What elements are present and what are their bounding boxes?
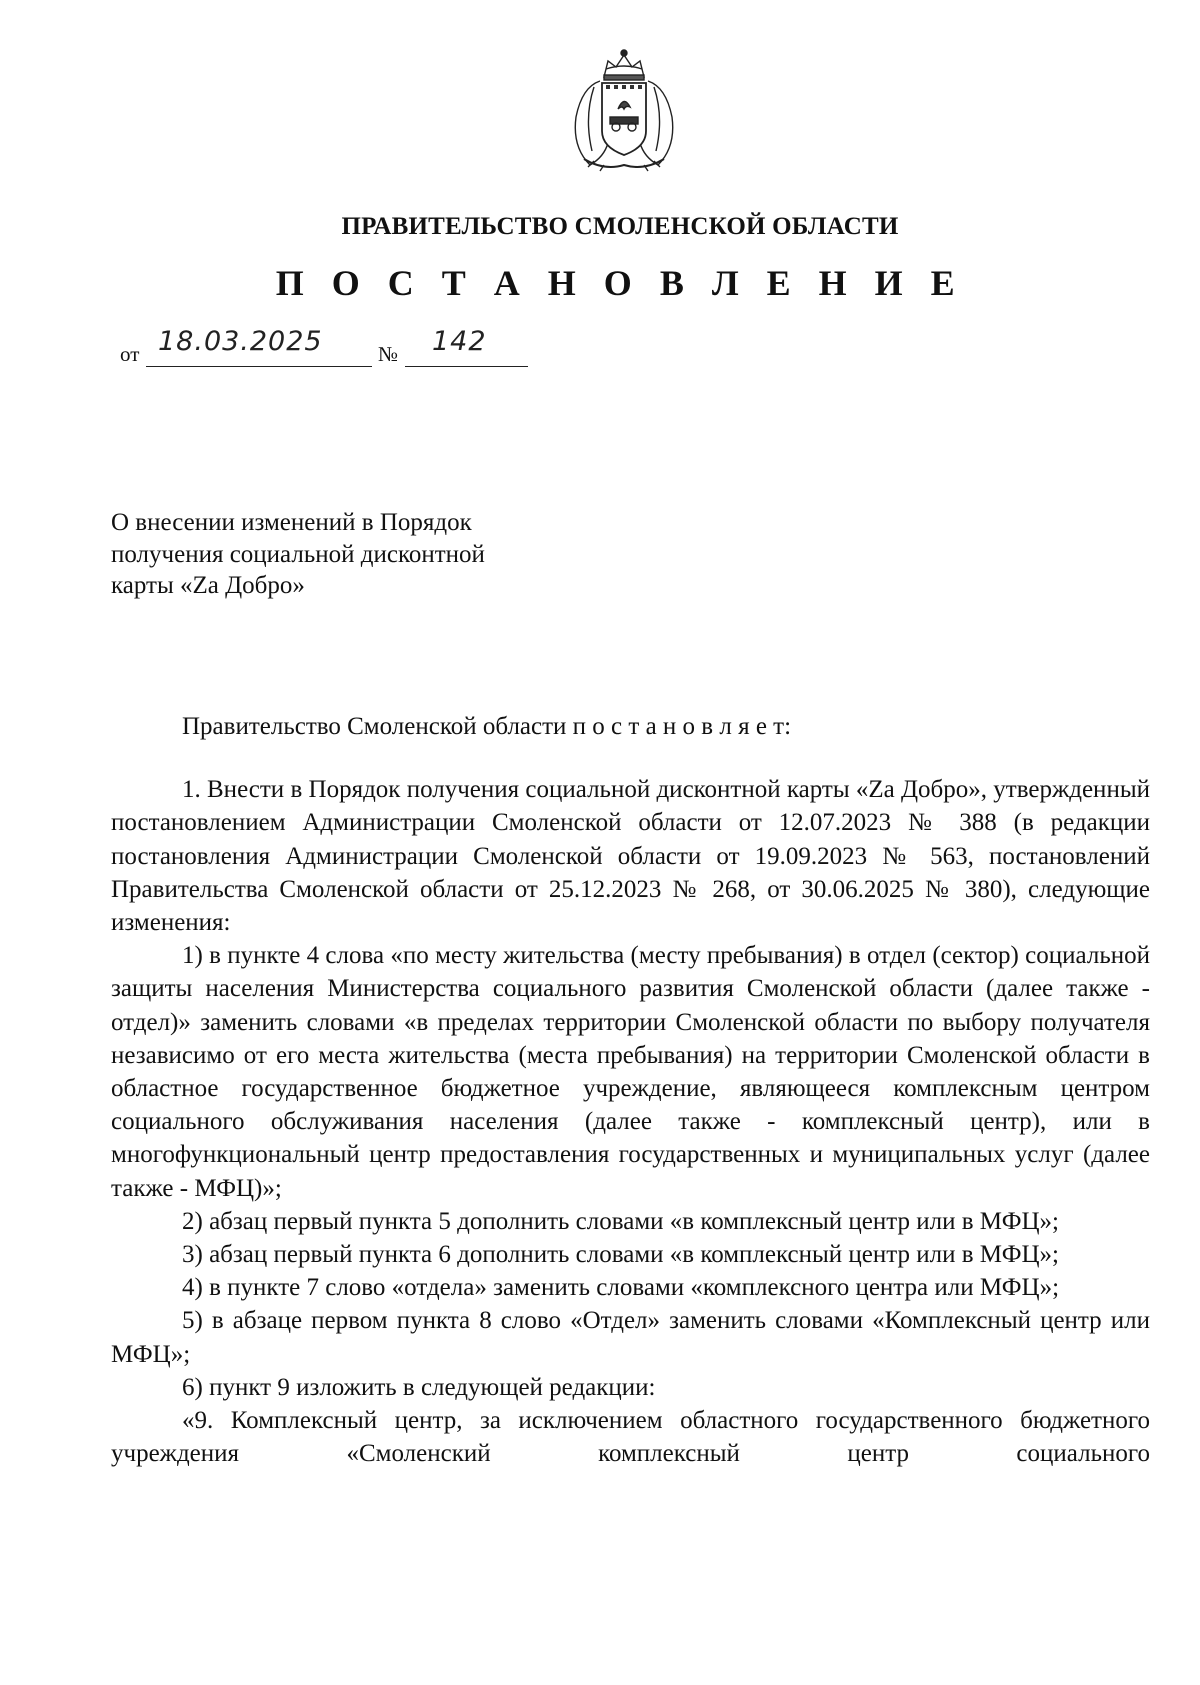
- handwritten-date: 18.03.2025: [158, 326, 323, 357]
- paragraph-sub-6: 6) пункт 9 изложить в следующей редакции:: [182, 1373, 656, 1401]
- paragraph-sub-3: 3) абзац первый пункта 6 дополнить словами «в комплексный центр или в МФЦ»;: [182, 1241, 1059, 1269]
- document-type-title: П О С Т А Н О В Л Е Н И Е: [275, 263, 965, 303]
- paragraph-sub-1: 1) в пункте 4 слова «по месту жительства (месту пребывания) в отдел (сектор) социальной защиты населения Министерства социального развития Смоленской области (далее также - отдел)» заменить словами «в пределах территории Смоленской области по выбору получателя независимо от его места жительства (места пребывания) на территории Смоленской области в областное государственное бюджетное учреждение, являющееся комплексным центром социального обслуживания населения (далее также - комплексный центр), или в многофункциональный центр предоставления государственных и муниципальных услуг (далее также - МФЦ)»;: [111, 942, 1150, 1202]
- paragraph-1: 1. Внести в Порядок получения социальной дисконтной карты «Za Добро», утвержденный постановлением Администрации Смоленской области от 12.07.2023 № 388 (в редакции постановления Администрации Смоленской области от 19.09.2023 № 563, постановлений Правительства Смоленской области от 25.12.2023 № 268, от 30.06.2025 № 380), следующие изменения:: [111, 776, 1150, 937]
- date-label: от: [120, 342, 140, 366]
- decree-body: [111, 710, 1150, 1470]
- date-underline: [146, 366, 372, 367]
- handwritten-number: 142: [432, 326, 487, 357]
- government-name: ПРАВИТЕЛЬСТВО СМОЛЕНСКОЙ ОБЛАСТИ: [341, 213, 899, 240]
- paragraph-sub-4: 4) в пункте 7 слово «отдела» заменить словами «комплексного центра или МФЦ»;: [182, 1274, 1060, 1302]
- coat-of-arms-emblem: [564, 47, 684, 173]
- decree-subject: [111, 507, 581, 602]
- paragraph-sub-5: 5) в абзаце первом пункта 8 слово «Отдел» заменить словами «Комплексный центр или МФЦ»;: [111, 1307, 1150, 1368]
- subject-line: карты «Za Добро»: [111, 572, 305, 599]
- number-underline: [405, 366, 528, 367]
- paragraph-sub-2: 2) абзац первый пункта 5 дополнить словами «в комплексный центр или в МФЦ»;: [182, 1207, 1059, 1235]
- subject-line: получения социальной дисконтной: [111, 540, 485, 568]
- number-label: №: [378, 342, 399, 366]
- resolution-intro: Правительство Смоленской области п о с т а н о в л я е т:: [182, 713, 792, 740]
- paragraph-quote-9: «9. Комплексный центр, за исключением областного государственного бюджетного учреждения «Смоленский комплексный центр социального: [111, 1407, 1150, 1468]
- subject-line: О внесении изменений в Порядок: [111, 509, 472, 536]
